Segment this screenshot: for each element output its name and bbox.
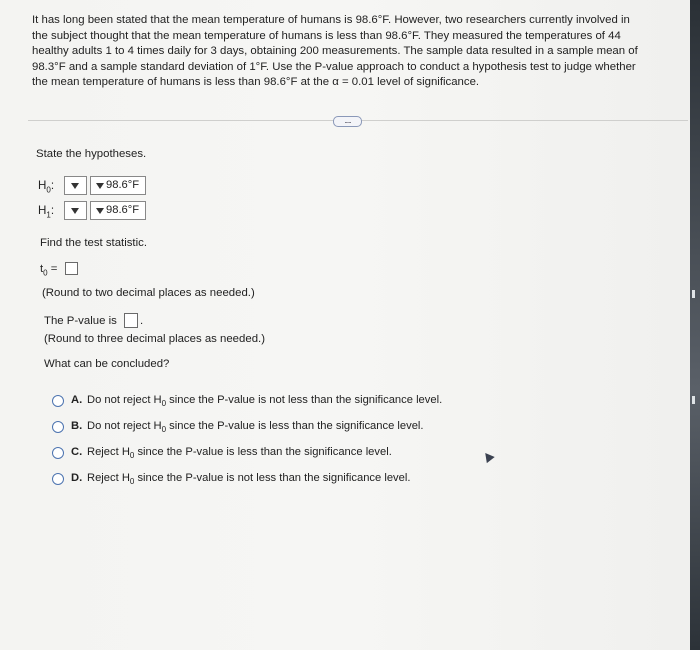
p-value-round-note: (Round to three decimal places as needed.) <box>44 333 265 345</box>
option-letter: C. <box>71 446 83 458</box>
h0-parameter-dropdown[interactable] <box>64 176 87 195</box>
h0-operator-dropdown[interactable] <box>90 176 146 195</box>
question-text <box>32 13 682 91</box>
h0-value: 98.6°F <box>106 179 140 191</box>
window-edge <box>690 0 700 650</box>
test-statistic-round-note: (Round to two decimal places as needed.) <box>42 287 255 299</box>
radio-button[interactable] <box>52 421 64 433</box>
edge-marker <box>692 396 695 404</box>
question-line: healthy adults 1 to 4 times daily for 3 days, obtaining 200 measurements. The sample data resulted in a sample mean of <box>32 45 638 58</box>
h1-symbol: $H_1$: <box>38 204 55 220</box>
test-statistic-label: $t_0$ = <box>40 263 58 278</box>
edge-marker <box>692 290 695 298</box>
option-letter: B. <box>71 420 83 432</box>
p-value-period: . <box>140 315 144 327</box>
h0-symbol: $H_0$: <box>38 179 55 195</box>
option-letter: A. <box>71 394 83 406</box>
radio-button[interactable] <box>52 447 64 459</box>
option-text: Reject $H_0$ since the P-value is less than the significance level. <box>87 446 392 461</box>
chevron-down-icon <box>71 208 79 214</box>
question-line: the mean temperature of humans is less than 98.6°F at the α = 0.01 level of significance. <box>32 76 480 89</box>
more-button[interactable]: ..... <box>333 116 362 127</box>
p-value-prompt: The P-value is <box>44 315 117 327</box>
chevron-down-icon <box>96 208 104 214</box>
option-text: Reject $H_0$ since the P-value is not less than the significance level. <box>87 472 411 487</box>
radio-button[interactable] <box>52 395 64 407</box>
test-statistic-prompt: Find the test statistic. <box>40 237 147 249</box>
question-line: the subject thought that the mean temperature of humans is less than 98.6°F. They measured the temperatures of 44 <box>32 29 621 42</box>
p-value-input[interactable] <box>124 313 138 328</box>
option-text: Do not reject $H_0$ since the P-value is less than the significance level. <box>87 420 424 435</box>
radio-button[interactable] <box>52 473 64 485</box>
question-line: It has long been stated that the mean temperature of humans is 98.6°F. However, two researchers currently involved in <box>32 14 630 26</box>
conclusion-prompt: What can be concluded? <box>44 358 170 370</box>
chevron-down-icon <box>71 183 79 189</box>
mouse-cursor-icon <box>481 450 494 463</box>
h1-value: 98.6°F <box>106 204 140 216</box>
test-statistic-input[interactable] <box>65 262 78 275</box>
chevron-down-icon <box>96 183 104 189</box>
hypotheses-prompt: State the hypotheses. <box>36 148 147 160</box>
option-text: Do not reject $H_0$ since the P-value is not less than the significance level. <box>87 394 443 409</box>
h1-parameter-dropdown[interactable] <box>64 201 87 220</box>
h1-operator-dropdown[interactable] <box>90 201 146 220</box>
option-letter: D. <box>71 472 83 484</box>
question-line: 98.3°F and a sample standard deviation of 1°F. Use the P-value approach to conduct a hypothesis test to judge whether <box>32 60 636 73</box>
